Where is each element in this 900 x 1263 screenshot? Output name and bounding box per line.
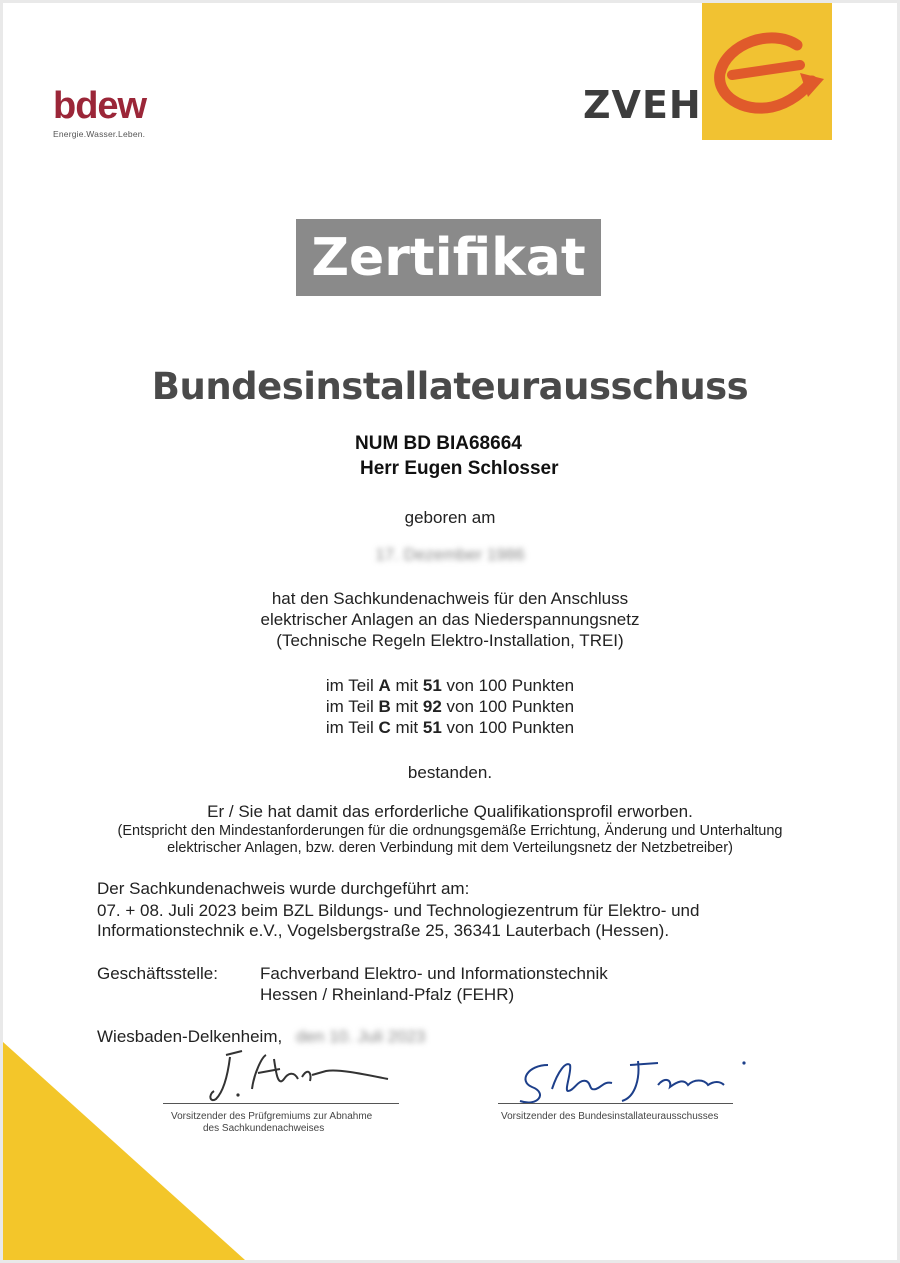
zveh-e-logo-icon	[702, 3, 832, 140]
passed-text: bestanden.	[407, 763, 493, 782]
certificate-number: NUM BD BIA68664	[355, 433, 522, 454]
bdew-logo	[53, 87, 146, 139]
certificate-sheet	[3, 3, 897, 1260]
zveh-wordmark: ZVEH	[583, 83, 702, 127]
bdew-wordmark: bdew	[53, 85, 147, 127]
qualification-text: Er / Sie hat damit das erforderliche Qualifikationsprofil erworben.	[207, 802, 693, 821]
bdew-tagline: Energie.Wasser.Leben.	[53, 129, 146, 139]
note-line-2: elektrischer Anlagen, bzw. deren Verbindung mit dem Verteilungsnetz der Netzbetreiber)	[167, 840, 733, 856]
statement-line-3: (Technische Regeln Elektro-Installation, TREI)	[276, 631, 624, 650]
statement-line-2: elektrischer Anlagen an das Niederspannungsnetz	[260, 610, 640, 629]
office-line-2: Hessen / Rheinland-Pfalz (FEHR)	[260, 985, 515, 1004]
yellow-corner-decoration	[3, 1042, 245, 1260]
note-line-1: (Entspricht den Mindestanforderungen für die ordnungsgemäße Errichtung, Änderung und Unterhaltung	[117, 823, 783, 839]
statement-line-1: hat den Sachkundenachweis für den Anschluss	[271, 589, 629, 608]
office-line-1: Fachverband Elektro- und Informationstechnik	[260, 964, 608, 983]
place: Wiesbaden-Delkenheim,	[97, 1027, 283, 1046]
certificate-title: Zertifikat	[296, 219, 601, 296]
certificate-heading: Bundesinstallateurausschuss	[151, 365, 749, 408]
part-b-result: im Teil B mit 92 von 100 Punkten	[325, 697, 575, 716]
part-c-result: im Teil C mit 51 von 100 Punkten	[325, 718, 575, 737]
signature-1-caption-2: des Sachkundenachweises	[203, 1123, 325, 1134]
signature-2-caption: Vorsitzender des Bundesinstallateurausschusses	[501, 1111, 719, 1122]
signature-1-caption-1: Vorsitzender des Prüfgremiums zur Abnahme	[171, 1111, 373, 1122]
office-label: Geschäftsstelle:	[97, 964, 218, 983]
signature-2-icon	[508, 1051, 758, 1111]
conducted-line-1: Der Sachkundenachweis wurde durchgeführt am:	[97, 879, 470, 898]
holder-name: Herr Eugen Schlosser	[360, 458, 559, 479]
part-a-result: im Teil A mit 51 von 100 Punkten	[325, 676, 575, 695]
conducted-line-3: Informationstechnik e.V., Vogelsbergstraße 25, 36341 Lauterbach (Hessen).	[97, 921, 670, 940]
birth-date: 17. Dezember 1986	[375, 545, 525, 564]
born-label: geboren am	[404, 508, 496, 527]
conducted-line-2: 07. + 08. Juli 2023 beim BZL Bildungs- und Technologiezentrum für Elektro- und	[97, 901, 700, 920]
signature-2-line	[498, 1103, 733, 1104]
place-date: den 10. Juli 2023	[296, 1027, 426, 1046]
